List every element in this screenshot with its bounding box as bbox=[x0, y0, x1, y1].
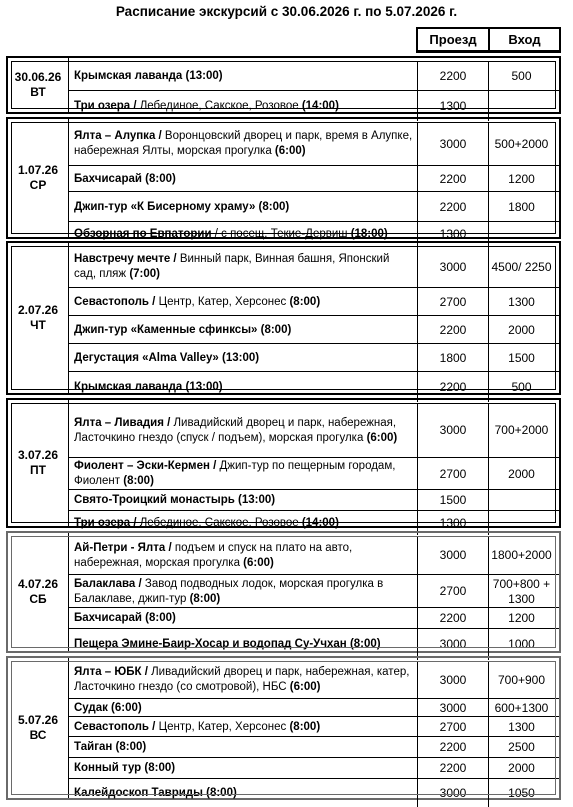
day-weekday: ЧТ bbox=[30, 318, 46, 332]
excursion-title: Три озера / bbox=[74, 516, 137, 529]
day-date: 2.07.26 bbox=[17, 303, 59, 317]
excursion-title: Ай-Петри - Ялта / bbox=[74, 541, 172, 554]
day-weekday: СБ bbox=[29, 592, 47, 606]
excursion-title: Свято-Троицкий монастырь (13:00) bbox=[74, 494, 276, 506]
travel-price: 3000 bbox=[418, 629, 489, 660]
excursion-row bbox=[68, 315, 559, 344]
excursion-row bbox=[68, 489, 559, 511]
excursion-description: Джип-тур по пещерным городам, Фиолент bbox=[74, 460, 396, 487]
excursion-name bbox=[68, 737, 418, 758]
day-date: 1.07.26 bbox=[17, 163, 59, 177]
excursion-name bbox=[68, 404, 418, 457]
travel-price: 3000 bbox=[418, 662, 489, 698]
day-block bbox=[6, 117, 561, 239]
excursion-time: (6:00) bbox=[289, 681, 321, 693]
travel-price: 3000 bbox=[418, 779, 489, 807]
excursion-title: Крымская лаванда (13:00) bbox=[74, 69, 223, 82]
excursion-description: Лебединое, Сакское, Розовое bbox=[136, 516, 302, 529]
excursion-name bbox=[68, 537, 418, 574]
travel-price: 2200 bbox=[418, 316, 489, 344]
day-date-cell bbox=[8, 400, 69, 526]
travel-price: 2200 bbox=[418, 372, 489, 402]
excursion-name bbox=[68, 247, 418, 287]
excursion-time: (8:00) bbox=[189, 592, 221, 605]
excursion-name bbox=[68, 166, 418, 192]
entry-price: 1200 bbox=[508, 611, 535, 625]
excursion-row bbox=[68, 247, 559, 287]
excursion-row bbox=[68, 778, 559, 807]
travel-price: 2700 bbox=[418, 717, 489, 737]
excursion-title: Навстречу мечте / bbox=[74, 253, 177, 265]
entry-price: 2000 bbox=[508, 466, 535, 481]
excursion-title: Бахчисарай (8:00) bbox=[74, 172, 176, 185]
travel-price: 2700 bbox=[418, 288, 489, 316]
excursion-name bbox=[68, 123, 418, 165]
entry-price: 700+800 + 1300 bbox=[492, 576, 551, 606]
entry-price: 2500 bbox=[508, 740, 535, 754]
travel-price: 1500 bbox=[418, 490, 489, 511]
entry-price: 1800+2000 bbox=[491, 548, 552, 562]
excursion-description: Воронцовский дворец и парк, время в Алупке, набережная Ялты, морская прогулка bbox=[74, 130, 413, 157]
excursion-description: Лебединое, Сакское, Розовое bbox=[136, 99, 302, 112]
excursion-row bbox=[68, 662, 559, 698]
entry-price: 2000 bbox=[508, 761, 535, 775]
column-header-entry: Вход bbox=[488, 27, 561, 53]
excursion-title: Три озера / bbox=[74, 99, 137, 112]
excursion-row bbox=[68, 62, 559, 90]
travel-price: 3000 bbox=[418, 537, 489, 574]
excursion-row bbox=[68, 165, 559, 192]
column-header-travel: Проезд bbox=[416, 27, 490, 53]
travel-price: 3000 bbox=[418, 247, 489, 287]
entry-price: 500 bbox=[511, 379, 532, 394]
day-date-cell bbox=[8, 658, 69, 798]
day-date-cell bbox=[8, 58, 69, 112]
entry-price: 1200 bbox=[508, 171, 535, 186]
excursion-name bbox=[68, 458, 418, 490]
day-weekday: ВС bbox=[29, 728, 47, 742]
excursion-title: Конный тур (8:00) bbox=[74, 762, 176, 774]
excursion-time: (18:00) bbox=[350, 227, 388, 240]
excursion-row bbox=[68, 716, 559, 737]
excursion-title: Балаклава / bbox=[74, 577, 142, 590]
entry-price: 1300 bbox=[508, 294, 535, 309]
entry-price: 500+2000 bbox=[494, 136, 549, 151]
excursion-title: Пещера Эмине-Баир-Хосар и водопад Су-Учхан (8:00) bbox=[74, 638, 381, 650]
travel-price: 2200 bbox=[418, 608, 489, 629]
excursion-row bbox=[68, 123, 559, 165]
travel-price: 1300 bbox=[418, 511, 489, 535]
day-block bbox=[6, 398, 561, 528]
excursion-description: Центр, Катер, Херсонес bbox=[155, 720, 290, 733]
excursion-name bbox=[68, 316, 418, 344]
excursion-row bbox=[68, 287, 559, 316]
travel-price: 2200 bbox=[418, 166, 489, 192]
excursion-name bbox=[68, 779, 418, 807]
excursion-description: Центр, Катер, Херсонес bbox=[155, 295, 290, 308]
excursion-description: Винный парк, Винная башня, Японский сад, пляж bbox=[74, 253, 390, 280]
excursion-row bbox=[68, 343, 559, 372]
page-title: Расписание экскурсий с 30.06.2026 г. по 5.07.2026 г. bbox=[115, 4, 458, 19]
entry-price: 1050 bbox=[508, 785, 535, 800]
day-block bbox=[6, 56, 561, 114]
entry-price: 700+900 bbox=[497, 672, 546, 687]
entry-price: 500 bbox=[511, 68, 532, 83]
excursion-row bbox=[68, 537, 559, 574]
excursion-name bbox=[68, 344, 418, 372]
excursion-time: (14:00) bbox=[301, 99, 339, 112]
excursion-title: Севастополь / bbox=[74, 720, 156, 733]
travel-price: 1300 bbox=[418, 222, 489, 246]
excursion-title: Джип-тур «Каменные сфинксы» (8:00) bbox=[74, 323, 292, 336]
excursion-title: Обзорная по Евпатории bbox=[74, 227, 212, 240]
day-date: 30.06.26 bbox=[14, 70, 62, 84]
excursion-row bbox=[68, 736, 559, 758]
excursion-name bbox=[68, 608, 418, 629]
day-block bbox=[6, 531, 561, 653]
entry-price: 4500/ 2250 bbox=[491, 259, 552, 274]
day-block bbox=[6, 241, 561, 395]
excursion-title: Калейдоскоп Тавриды (8:00) bbox=[74, 786, 237, 799]
travel-price: 2200 bbox=[418, 62, 489, 90]
excursion-time: (14:00) bbox=[301, 516, 339, 529]
excursion-title: Дегустация «Alma Valley» (13:00) bbox=[74, 351, 260, 364]
excursion-time: (8:00) bbox=[289, 295, 321, 308]
excursion-name bbox=[68, 699, 418, 717]
entry-price: 1300 bbox=[508, 719, 535, 734]
excursion-title: Ялта – Алупка / bbox=[74, 130, 162, 142]
travel-price: 2200 bbox=[418, 192, 489, 222]
excursion-row bbox=[68, 404, 559, 457]
excursion-time: (6:00) bbox=[366, 431, 398, 444]
travel-price: 1300 bbox=[418, 91, 489, 121]
day-block bbox=[6, 656, 561, 800]
travel-price: 2700 bbox=[418, 458, 489, 490]
entry-price: 1000 bbox=[508, 637, 535, 651]
excursion-name bbox=[68, 662, 418, 698]
excursion-time: (6:00) bbox=[243, 556, 274, 569]
entry-price: 700+2000 bbox=[494, 423, 549, 437]
excursion-name bbox=[68, 192, 418, 222]
excursion-time: (8:00) bbox=[123, 475, 154, 487]
travel-price: 2200 bbox=[418, 737, 489, 758]
day-date: 3.07.26 bbox=[17, 448, 59, 462]
excursion-title: Тайган (8:00) bbox=[74, 741, 147, 753]
travel-price: 3000 bbox=[418, 699, 489, 717]
excursion-row bbox=[68, 698, 559, 717]
excursion-name bbox=[68, 758, 418, 779]
excursion-description: Ливадийский дворец и парк, набережная, катер, Ласточкино гнездо (со смотровой), НБС bbox=[74, 666, 410, 693]
excursion-row bbox=[68, 574, 559, 608]
day-date: 4.07.26 bbox=[17, 577, 59, 591]
excursion-description: Завод подводных лодок, морская прогулка в Балаклаве, джип-тур bbox=[74, 577, 384, 605]
day-date-cell bbox=[8, 119, 69, 237]
excursion-time: (6:00) bbox=[274, 145, 306, 157]
travel-price: 3000 bbox=[418, 404, 489, 457]
excursion-title: Ялта – ЮБК / bbox=[74, 666, 148, 678]
excursion-title: Фиолент – Эски-Кермен / bbox=[74, 460, 217, 472]
entry-price: 1800 bbox=[508, 199, 535, 214]
excursion-title: Джип-тур «К Бисерному храму» (8:00) bbox=[74, 200, 290, 213]
excursion-title: Крымская лаванда (13:00) bbox=[74, 380, 223, 393]
day-date-cell bbox=[8, 243, 69, 393]
excursion-name bbox=[68, 288, 418, 316]
excursion-title: Ялта – Ливадия / bbox=[74, 416, 171, 429]
day-date: 5.07.26 bbox=[17, 713, 59, 727]
excursion-name bbox=[68, 717, 418, 737]
excursion-description: / с посещ. Текие-Дервиш bbox=[211, 227, 351, 240]
travel-price: 3000 bbox=[418, 123, 489, 165]
travel-price: 2700 bbox=[418, 575, 489, 608]
excursion-row bbox=[68, 607, 559, 629]
entry-price: 2000 bbox=[508, 322, 535, 337]
entry-price bbox=[488, 490, 555, 511]
day-weekday: ВТ bbox=[30, 85, 46, 99]
excursion-row bbox=[68, 457, 559, 490]
entry-price: 600+1300 bbox=[494, 700, 549, 715]
excursion-name bbox=[68, 490, 418, 511]
excursion-title: Севастополь / bbox=[74, 295, 156, 308]
day-weekday: ПТ bbox=[30, 463, 46, 477]
day-weekday: СР bbox=[29, 178, 47, 192]
excursion-row bbox=[68, 757, 559, 779]
excursion-row bbox=[68, 191, 559, 222]
excursion-time: (8:00) bbox=[289, 720, 321, 733]
excursion-description: Ливадийский дворец и парк, набережная, Ласточкино гнездо (спуск / подъем), морская прогулка bbox=[74, 416, 397, 444]
excursion-description: подъем и спуск на плато на авто, набережная, морская прогулка bbox=[74, 541, 353, 569]
excursion-title: Судак (6:00) bbox=[74, 701, 142, 714]
travel-price: 1800 bbox=[418, 344, 489, 372]
excursion-name bbox=[68, 62, 418, 90]
travel-price: 2200 bbox=[418, 758, 489, 779]
excursion-time: (7:00) bbox=[129, 268, 160, 280]
day-date-cell bbox=[8, 533, 69, 651]
excursion-title: Бахчисарай (8:00) bbox=[74, 612, 176, 624]
excursion-name bbox=[68, 575, 418, 608]
entry-price: 1500 bbox=[508, 350, 535, 365]
